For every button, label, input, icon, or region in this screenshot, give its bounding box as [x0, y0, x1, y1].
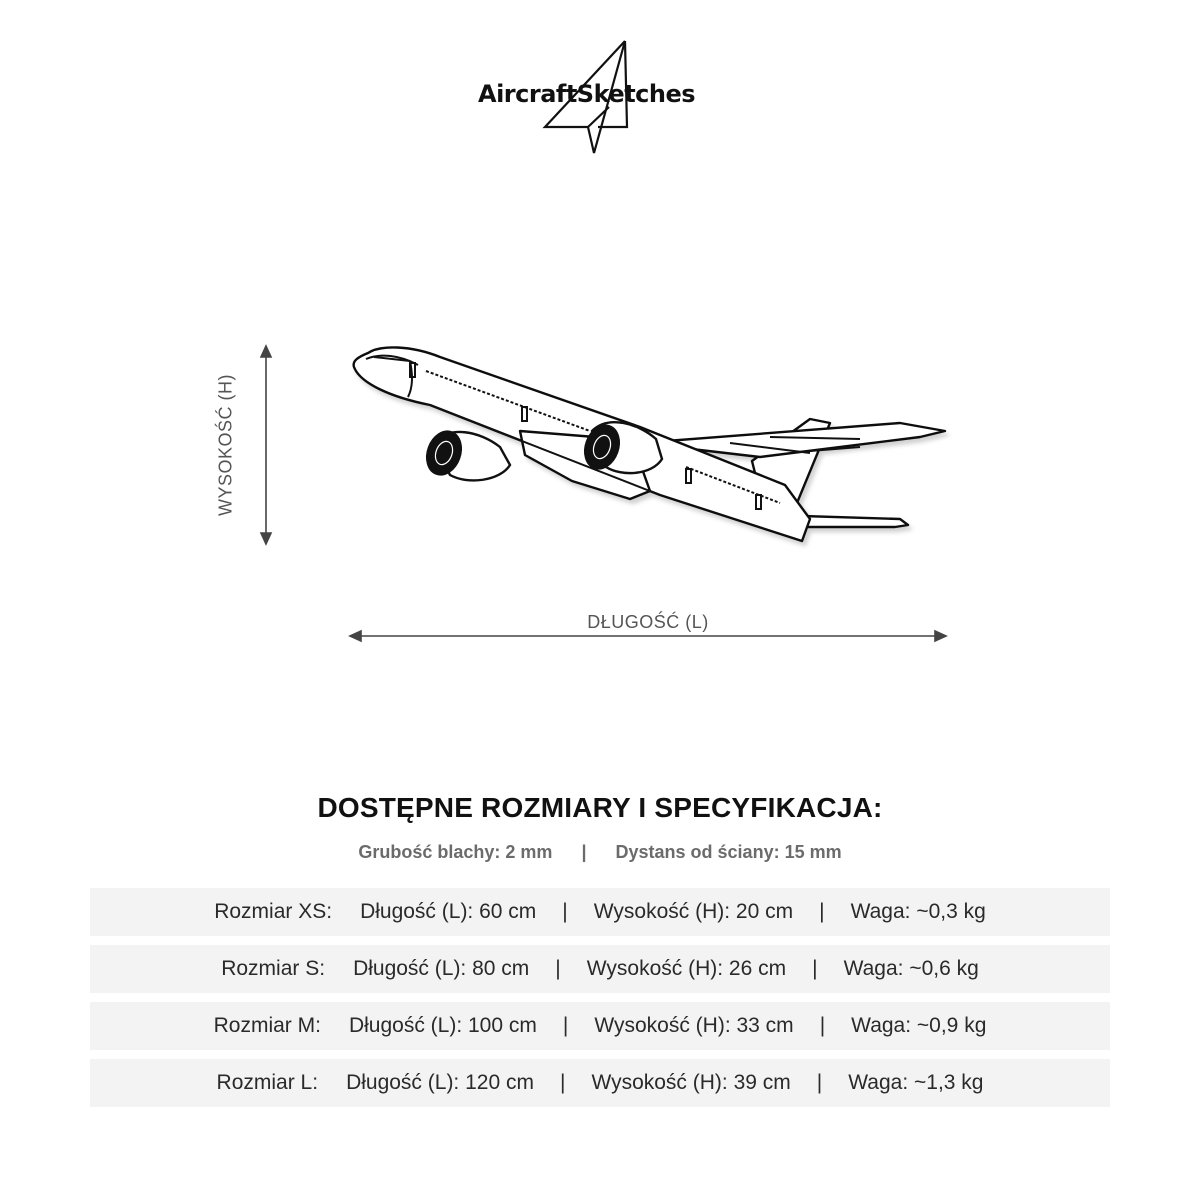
- size-name: Rozmiar XS:: [214, 900, 333, 923]
- length-label: DŁUGOŚĆ (L): [587, 612, 709, 632]
- size-length: Długość (L): 60 cm: [360, 900, 537, 923]
- size-length: Długość (L): 100 cm: [348, 1014, 537, 1037]
- brand-name: AircraftSketches: [478, 80, 696, 108]
- size-row-s: [90, 945, 1110, 993]
- size-table: [90, 888, 1110, 1116]
- sheet-thickness: Grubość blachy: 2 mm: [358, 842, 553, 862]
- size-weight: Waga: ~0,3 kg: [850, 900, 986, 923]
- separator: |: [819, 900, 825, 923]
- separator: |: [581, 842, 587, 862]
- size-name: Rozmiar S:: [221, 957, 326, 980]
- size-name: Rozmiar L:: [216, 1071, 319, 1094]
- separator: |: [559, 1071, 566, 1094]
- size-height: Wysokość (H): 26 cm: [586, 957, 787, 980]
- size-height: Wysokość (H): 33 cm: [594, 1014, 794, 1037]
- separator: |: [562, 1014, 569, 1037]
- size-height: Wysokość (H): 39 cm: [591, 1071, 791, 1094]
- separator: |: [562, 900, 568, 923]
- size-row-xs: [90, 888, 1110, 936]
- height-label: WYSOKOŚĆ (H): [215, 373, 236, 517]
- specs-subline: [0, 842, 1200, 863]
- separator: |: [555, 957, 561, 980]
- wall-distance: Dystans od ściany: 15 mm: [615, 842, 842, 862]
- size-row-l: [90, 1059, 1110, 1107]
- size-weight: Waga: ~1,3 kg: [848, 1071, 984, 1094]
- size-length: Długość (L): 80 cm: [353, 957, 530, 980]
- aircraft-sketch-icon: [340, 335, 960, 555]
- size-name: Rozmiar M:: [213, 1014, 321, 1037]
- size-weight: Waga: ~0,6 kg: [843, 957, 979, 980]
- size-weight: Waga: ~0,9 kg: [851, 1014, 987, 1037]
- size-height: Wysokość (H): 20 cm: [593, 900, 794, 923]
- size-row-m: [90, 1002, 1110, 1050]
- separator: |: [812, 957, 818, 980]
- separator: |: [816, 1071, 823, 1094]
- separator: |: [819, 1014, 826, 1037]
- size-length: Długość (L): 120 cm: [346, 1071, 534, 1094]
- specs-title: DOSTĘPNE ROZMIARY I SPECYFIKACJA:: [317, 792, 883, 823]
